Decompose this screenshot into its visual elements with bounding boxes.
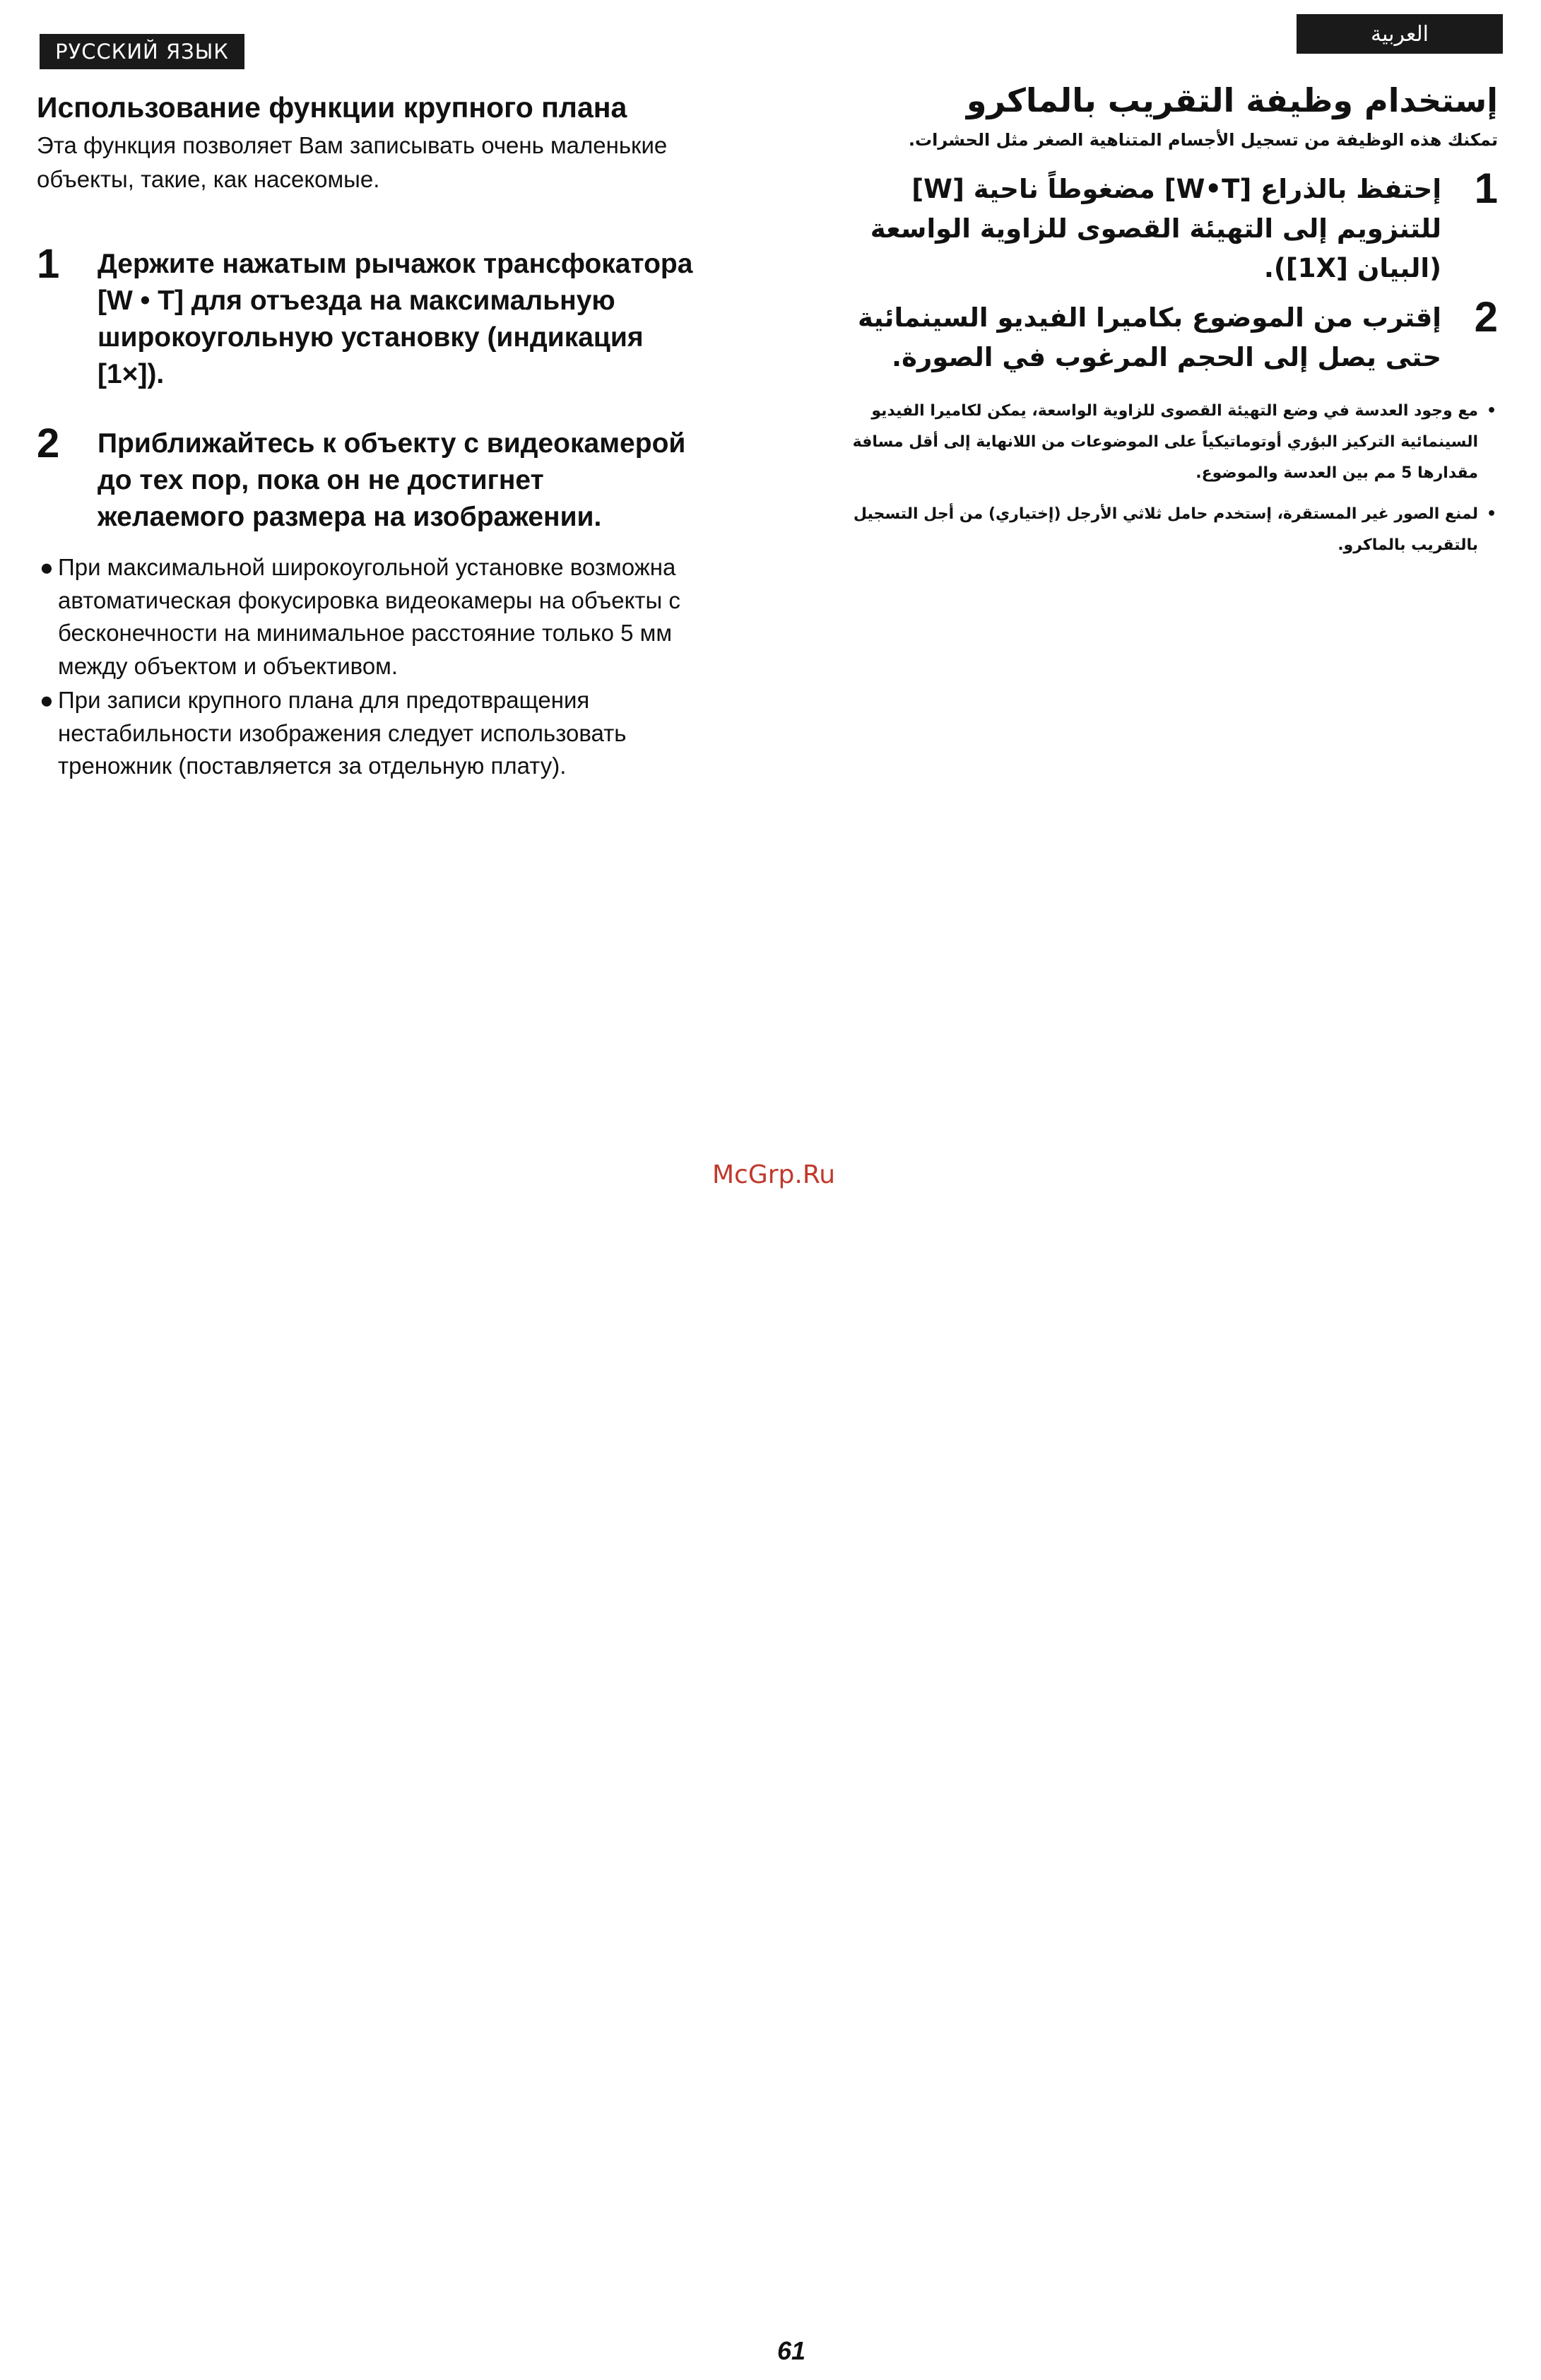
- russian-step-2: [37, 420, 697, 536]
- language-tab-arabic: العربية: [1297, 14, 1503, 54]
- arabic-note: [834, 499, 1498, 561]
- bullet-icon: ●: [40, 687, 54, 713]
- note-text: لمنع الصور غير المستقرة، إستخدم حامل ثلاثي الأرجل (إختياري) من أجل التسجيل بالتقريب بالماكرو.: [853, 505, 1478, 554]
- arabic-step-2: [834, 293, 1498, 377]
- russian-intro: Эта функция позволяет Вам записывать очень маленькие объекты, такие, как насекомые.: [37, 132, 668, 192]
- note-text: При записи крупного плана для предотвращения нестабильности изображения следует использовать треножник (поставляется за отдельную плату).: [58, 687, 627, 779]
- note-text: При максимальной широкоугольной установке возможна автоматическая фокусировка видеокамеры на объекты с бесконечности на минимальное расстояние только 5 мм между объектом и объективом.: [58, 554, 680, 679]
- russian-notes: [37, 551, 697, 783]
- page-number: 61: [777, 2336, 806, 2365]
- step-number: 1: [37, 241, 60, 287]
- note-text: مع وجود العدسة في وضع التهيئة القصوى للزاوية الواسعة، يمكن لكاميرا الفيديو السينمائية التركيز البؤري أوتوماتيكياً على الموضوعات من اللانهاية إلى أقل مسافة مقدارها 5 مم بين العدسة والموضوع.: [852, 402, 1478, 482]
- russian-step-1: [37, 241, 697, 393]
- step-text: إحتفظ بالذراع [W•T] مضغوطاً ناحية [W] للتنزويم إلى التهيئة القصوى للزاوية الواسعة (البيان [1X]).: [870, 174, 1441, 283]
- step-text: إقترب من الموضوع بكاميرا الفيديو السينمائية حتى يصل إلى الحجم المرغوب في الصورة.: [858, 302, 1441, 372]
- step-text: Приближайтесь к объекту с видеокамерой до тех пор, пока он не достигнет желаемого размера на изображении.: [98, 428, 686, 532]
- arabic-notes: [834, 396, 1498, 561]
- bullet-icon: •: [1486, 402, 1496, 420]
- russian-note: [37, 684, 697, 783]
- step-text: Держите нажатым рычажок трансфокатора [W • T] для отъезда на максимальную широкоугольную установку (индикация [1×]).: [98, 249, 693, 389]
- step-number: 2: [1474, 293, 1498, 341]
- watermark: McGrp.Ru: [712, 1160, 836, 1189]
- language-tab-russian: РУССКИЙ ЯЗЫК: [40, 34, 244, 69]
- bullet-icon: ●: [40, 554, 54, 580]
- arabic-intro: تمكنك هذه الوظيفة من تسجيل الأجسام المتناهية الصغر مثل الحشرات.: [908, 130, 1498, 150]
- bullet-icon: •: [1486, 505, 1496, 523]
- russian-note: [37, 551, 697, 683]
- russian-section-title: Использование функции крупного плана: [37, 91, 627, 124]
- step-number: 1: [1474, 165, 1498, 212]
- russian-column: [37, 86, 697, 784]
- arabic-note: [834, 396, 1498, 489]
- step-number: 2: [37, 420, 60, 466]
- arabic-step-1: [834, 165, 1498, 288]
- arabic-column: [834, 78, 1498, 571]
- arabic-section-title: إستخدام وظيفة التقريب بالماكرو: [966, 81, 1498, 119]
